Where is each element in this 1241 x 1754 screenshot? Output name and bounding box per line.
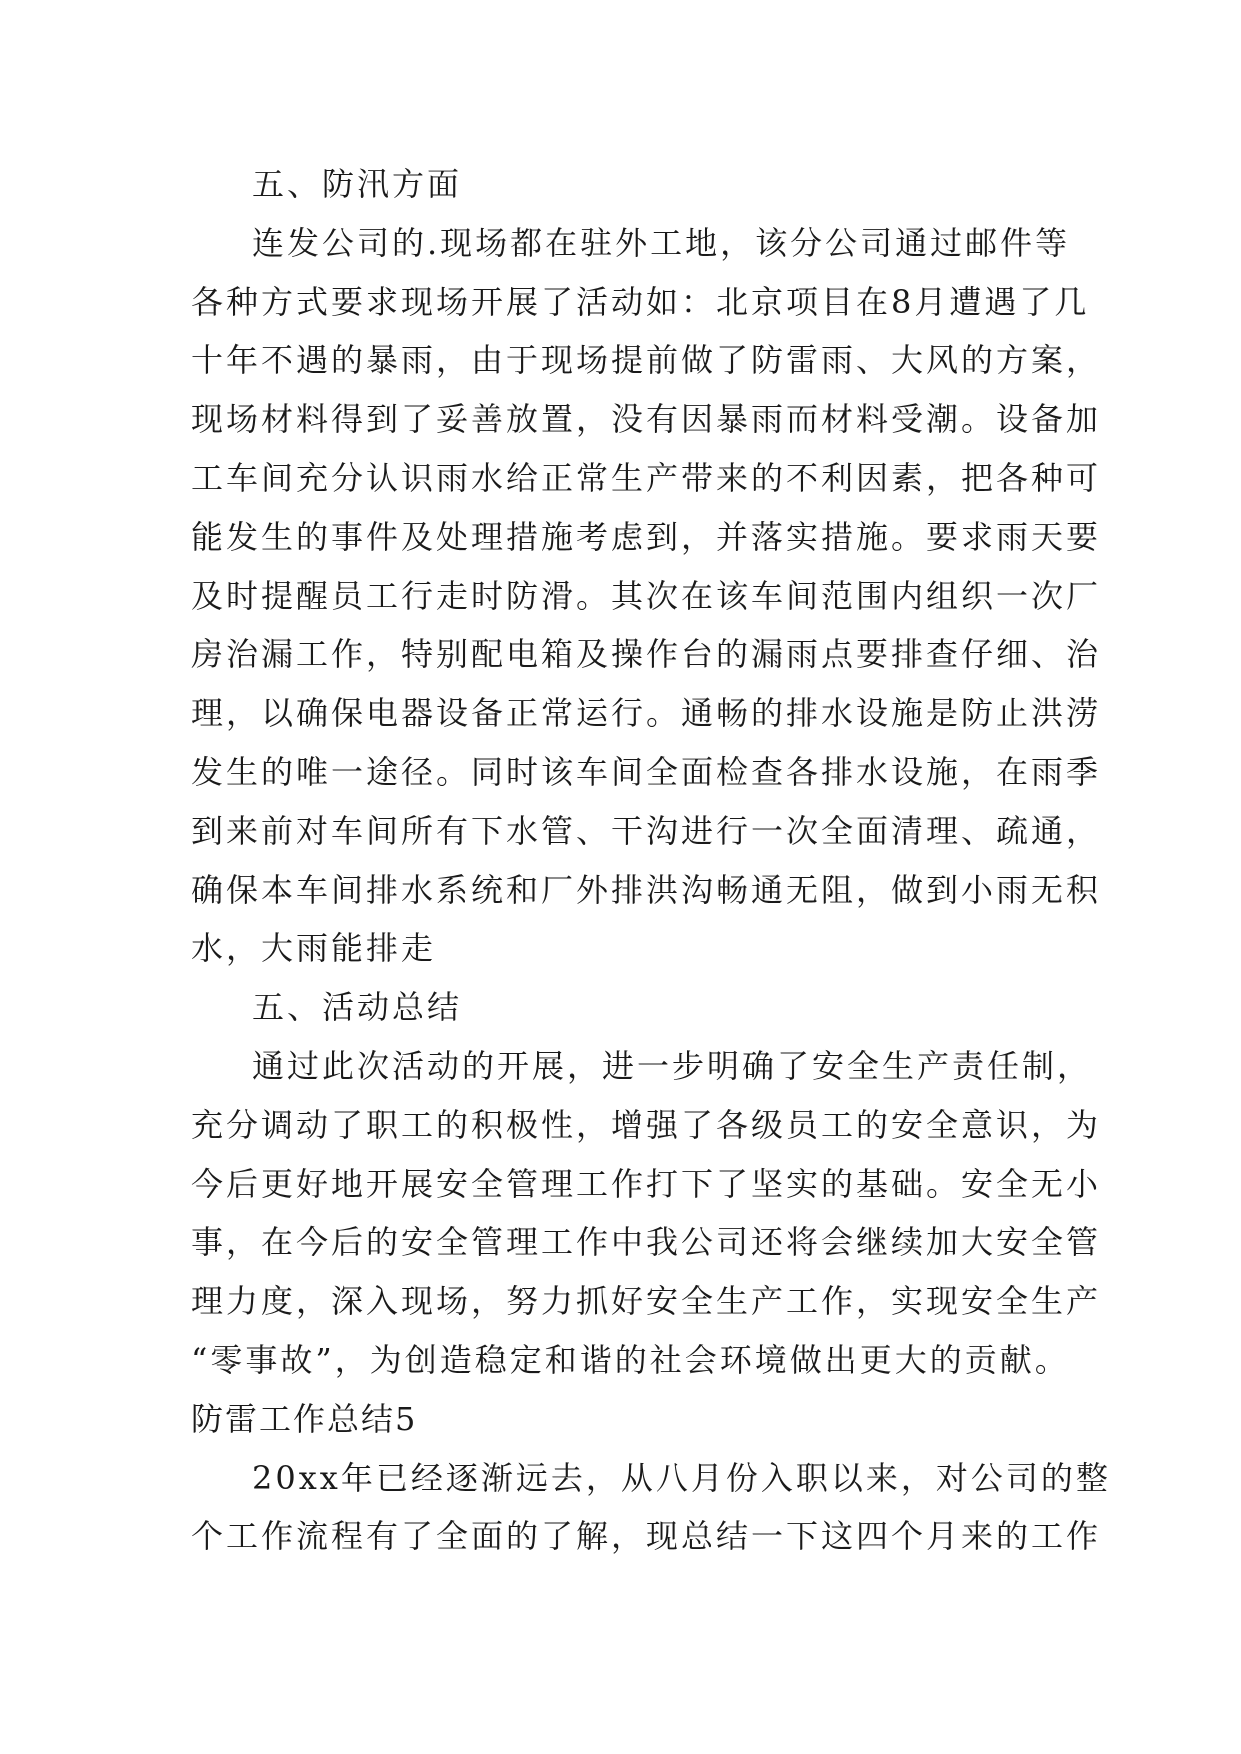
paragraph-line: 现场材料得到了妥善放置，没有因暴雨而材料受潮。设备加 <box>191 400 1102 439</box>
paragraph-line: 能发生的事件及处理措施考虑到，并落实措施。要求雨天要 <box>191 517 1102 556</box>
paragraph-line: 房治漏工作，特别配电箱及操作台的漏雨点要排查仔细、治 <box>191 635 1102 674</box>
paragraph-line: 各种方式要求现场开展了活动如：北京项目在8月遭遇了几 <box>191 282 1090 321</box>
paragraph-line: 水，大雨能排走 <box>191 929 437 968</box>
paragraph-line: “零事故”，为创造稳定和谐的社会环境做出更大的贡献。 <box>191 1340 1070 1379</box>
paragraph-line: 十年不遇的暴雨，由于现场提前做了防雷雨、大风的方案， <box>191 341 1102 380</box>
paragraph-line: 理力度，深入现场，努力抓好安全生产工作，实现安全生产 <box>191 1282 1102 1321</box>
paragraph-line: 确保本车间排水系统和厂外排洪沟畅通无阻，做到小雨无积 <box>191 870 1102 909</box>
document-body <box>191 155 1111 1566</box>
paragraph-line: 发生的唯一途径。同时该车间全面检查各排水设施，在雨季 <box>191 752 1102 791</box>
section-heading-activity-summary: 五、活动总结 <box>252 988 463 1027</box>
document-title: 防雷工作总结5 <box>191 1399 418 1438</box>
paragraph-line: 工车间充分认识雨水给正常生产带来的不利因素，把各种可 <box>191 458 1102 497</box>
paragraph-line: 到来前对车间所有下水管、干沟进行一次全面清理、疏通， <box>191 811 1102 850</box>
paragraph-line: 连发公司的.现场都在驻外工地，该分公司通过邮件等 <box>252 223 1071 262</box>
paragraph-line: 通过此次活动的开展，进一步明确了安全生产责任制， <box>252 1046 1093 1085</box>
section-heading-flood-control: 五、防汛方面 <box>252 165 463 203</box>
paragraph-line: 事，在今后的安全管理工作中我公司还将会继续加大安全管 <box>191 1223 1102 1262</box>
paragraph-line: 个工作流程有了全面的了解，现总结一下这四个月来的工作 <box>191 1517 1102 1556</box>
paragraph-line: 今后更好地开展安全管理工作打下了坚实的基础。安全无小 <box>191 1164 1102 1203</box>
paragraph-line: 理，以确保电器设备正常运行。通畅的排水设施是防止洪涝 <box>191 694 1102 733</box>
paragraph-line: 及时提醒员工行走时防滑。其次在该车间范围内组织一次厂 <box>191 576 1102 615</box>
paragraph-line: 充分调动了职工的积极性，增强了各级员工的安全意识，为 <box>191 1105 1102 1144</box>
paragraph-line: 20xx年已经逐渐远去，从八月份入职以来，对公司的整 <box>252 1458 1111 1497</box>
